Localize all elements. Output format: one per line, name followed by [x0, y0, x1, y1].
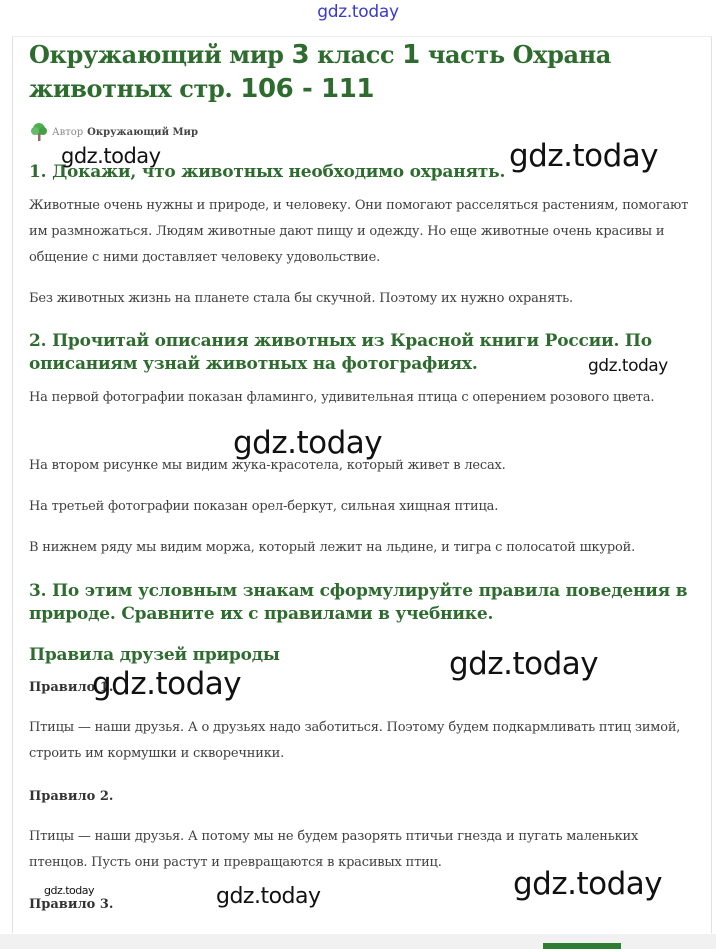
watermark-overlay: gdz.today: [92, 666, 242, 702]
q2-paragraph-1: На первой фотографии показан фламинго, удивительная птица с оперением розового цвета.: [29, 390, 655, 405]
rule-2-text: Птицы — наши друзья. А потому мы не будем разорять птичьи гнезда и пугать маленьких птенцов. Пусть они растут и превращаются в красивых птиц.: [29, 829, 639, 870]
watermark-overlay: gdz.today: [44, 884, 95, 897]
tree-icon: [30, 122, 48, 142]
q1-paragraph-1: Животные очень нужны и природе, и человеку. Они помогают расселяться растениям, помогают им размножаться. Людям животные дают пищу и одежду. Но еще животные очень красивы и общение с ними доставляет человеку удовольствие.: [29, 198, 689, 265]
author-name[interactable]: Окружающий Мир: [87, 126, 198, 138]
author-line: [30, 122, 198, 142]
watermark-overlay: gdz.today: [509, 138, 659, 174]
watermark-overlay: gdz.today: [449, 646, 599, 682]
page-title: [29, 38, 699, 106]
title-part1: Окружающий мир: [29, 40, 292, 69]
title-part3: часть Охрана животных стр.: [29, 40, 611, 103]
title-pages: 106 - 111: [240, 74, 375, 104]
title-part-number: 1: [402, 40, 420, 70]
watermark-overlay: gdz.today: [61, 144, 161, 168]
q2-paragraph-2: На втором рисунке мы видим жука-красотела, который живет в лесах.: [29, 458, 506, 473]
rule-3-label: Правило 3.: [29, 897, 114, 912]
top-watermark: gdz.today: [317, 2, 399, 22]
rule-1-text: Птицы — наши друзья. А о друзьях надо заботиться. Поэтому будем подкармливать птиц зимой, строить им кормушки и скворечники.: [29, 720, 681, 761]
rules-subheading: Правила друзей природы: [29, 645, 280, 665]
watermark-overlay: gdz.today: [513, 866, 663, 902]
question-3-heading: 3. По этим условным знакам сформулируйте правила поведения в природе. Сравните их с правилами в учебнике.: [29, 581, 688, 624]
question-2-heading: 2. Прочитай описания животных из Красной книги России. По описаниям узнай животных на фотографиях.: [29, 331, 652, 374]
watermark-overlay: gdz.today: [233, 425, 383, 461]
watermark-overlay: gdz.today: [588, 356, 668, 376]
title-part2: класс: [309, 40, 403, 69]
question-1-heading: 1. Докажи, что животных необходимо охранять.: [29, 162, 506, 182]
q2-paragraph-4: В нижнем ряду мы видим моржа, который лежит на льдине, и тигра с полосатой шкурой.: [29, 540, 636, 555]
q2-paragraph-3: На третьей фотографии показан орел-беркут, сильная хищная птица.: [29, 499, 499, 514]
rule-2-label: Правило 2.: [29, 789, 114, 804]
q1-paragraph-2: Без животных жизнь на планете стала бы скучной. Поэтому их нужно охранять.: [29, 291, 573, 306]
author-label: Автор: [52, 126, 84, 138]
green-button-edge[interactable]: [543, 943, 621, 949]
rule-1-label: Правило 1.: [29, 680, 114, 695]
title-grade: 3: [291, 40, 310, 70]
watermark-overlay: gdz.today: [216, 884, 321, 909]
